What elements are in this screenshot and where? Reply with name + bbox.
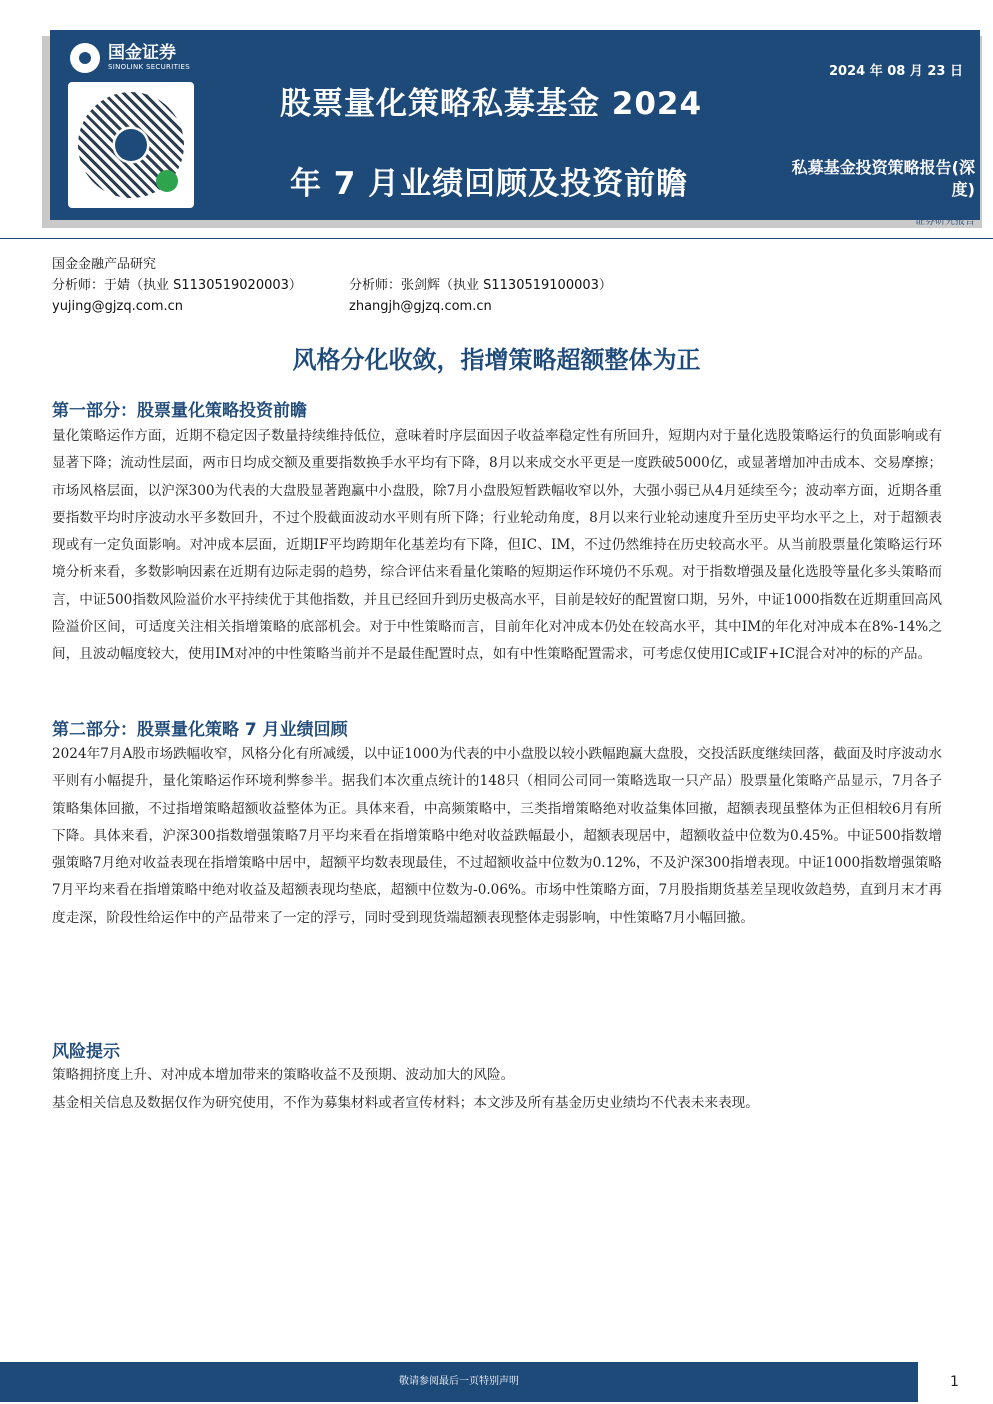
analyst-block [52, 254, 612, 317]
logo-cn-text: 国金证券 [108, 43, 176, 63]
section-2-title: 第二部分：股票量化策略 7 月业绩回顾 [52, 720, 348, 740]
logo-icon [70, 43, 100, 73]
mini-program-icon [156, 170, 178, 192]
main-title: 风格分化收敛，指增策略超额整体为正 [292, 346, 701, 374]
section-1-title: 第一部分：股票量化策略投资前瞻 [52, 401, 307, 421]
report-title-line2: 年 7 月业绩回顾及投资前瞻 [290, 166, 689, 202]
section-1-body: 量化策略运作方面，近期不稳定因子数量持续维持低位，意味着时序层面因子收益率稳定性有所回升，短期内对于量化选股策略运行的负面影响或有显著下降；流动性层面，两市日均成交额及重要指数换手水平均有下降，8月以来成交水平更是一度跌破5000亿，或显著增加冲击成本、交易摩擦；市场风格层面，以沪深300为代表的大盘股显著跑赢中小盘股，除7月小盘股短暂跌幅收窄以外，大强小弱已从4月延续至今；波动率方面，近期各重要指数平均时序波动水平多数回升，不过个股截面波动水平则有所下降；行业轮动角度，8月以来行业轮动速度升至历史平均水平之上，对于超额表现或有一定负面影响。对冲成本层面，近期IF平均跨期年化基差均有下降，但IC、IM，不过仍然维持在历史较高水平。从当前股票量化策略运行环境分析来看，多数影响因素在近期有边际走弱的趋势，综合评估来看量化策略的短期运作环境仍不乐观。对于指数增强及量化选股等量化多头策略而言，中证500指数风险溢价水平持续优于其他指数，并且已经回升到历史极高水平，目前是较好的配置窗口期，另外，中证1000指数在近期重回高风险溢价区间，可适度关注相关指增策略的底部机会。对于中性策略而言，目前年化对冲成本仍处在较高水平，其中IM的年化对冲成本在8%-14%之间，且波动幅度较大，使用IM对冲的中性策略当前并不是最佳配置时点，如有中性策略配置需求，可考虑仅使用IC或IF+IC混合对冲的标的产品。 [52, 428, 942, 663]
report-subtype: 证券研究报告 [915, 216, 975, 227]
risk-body-1: 策略拥挤度上升、对冲成本增加带来的策略收益不及预期、波动加大的风险。 [52, 1067, 515, 1083]
qr-code [68, 82, 194, 208]
research-org: 国金金融产品研究 [52, 257, 157, 272]
report-date: 2024 年 08 月 23 日 [829, 64, 963, 79]
risk-body-2: 基金相关信息及数据仅作为研究使用，不作为募集材料或者宣传材料；本文涉及所有基金历史业绩均不代表未来表现。 [52, 1095, 759, 1111]
footer-bar: 敬请参阅最后一页特别声明 [0, 1362, 918, 1402]
logo-en-text: SINOLINK SECURITIES [108, 63, 190, 71]
analyst-1-email[interactable]: yujing@gjzq.com.cn [52, 299, 184, 314]
page-number: 1 [950, 1374, 959, 1390]
report-title-line1: 股票量化策略私募基金 2024 [280, 86, 703, 122]
analyst-2-email[interactable]: zhangjh@gjzq.com.cn [349, 299, 492, 314]
analyst-1-name: 分析师：于婧（执业 S1130519020003） [52, 278, 302, 293]
header-divider [0, 238, 993, 239]
section-2-body: 2024年7月A股市场跌幅收窄，风格分化有所减缓，以中证1000为代表的中小盘股以较小跌幅跑赢大盘股，交投活跃度继续回落，截面及时序波动水平则有小幅提升，量化策略运作环境利弊参半。据我们本次重点统计的148只（相同公司同一策略选取一只产品）股票量化策略产品显示，7月各子策略集体回撤，不过指增策略超额收益整体为正。具体来看，中高频策略中，三类指增策略绝对收益集体回撤，超额表现虽整体为正但相较6月有所下降。具体来看，沪深300指数增强策略7月平均来看在指增策略中绝对收益跌幅最小，超额表现居中，超额收益中位数为0.45%。中证500指数增强策略7月绝对收益表现在指增策略中居中，超额平均数表现最佳，不过超额收益中位数为0.12%，不及沪深300指增表现。中证1000指数增强策略7月平均来看在指增策略中绝对收益及超额表现均垫底，超额中位数为-0.06%。市场中性策略方面，7月股指期货基差呈现收敛趋势，直到月末才再度走深，阶段性给运作中的产品带来了一定的浮亏，同时受到现货端超额表现整体走弱影响，中性策略7月小幅回撤。 [52, 746, 942, 926]
qr-center-logo-icon [115, 129, 147, 161]
risk-title: 风险提示 [52, 1042, 120, 1062]
report-type: 私募基金投资策略报告(深度) [791, 158, 975, 199]
analyst-2-name: 分析师：张剑辉（执业 S1130519100003） [349, 278, 612, 293]
company-logo [70, 43, 190, 73]
